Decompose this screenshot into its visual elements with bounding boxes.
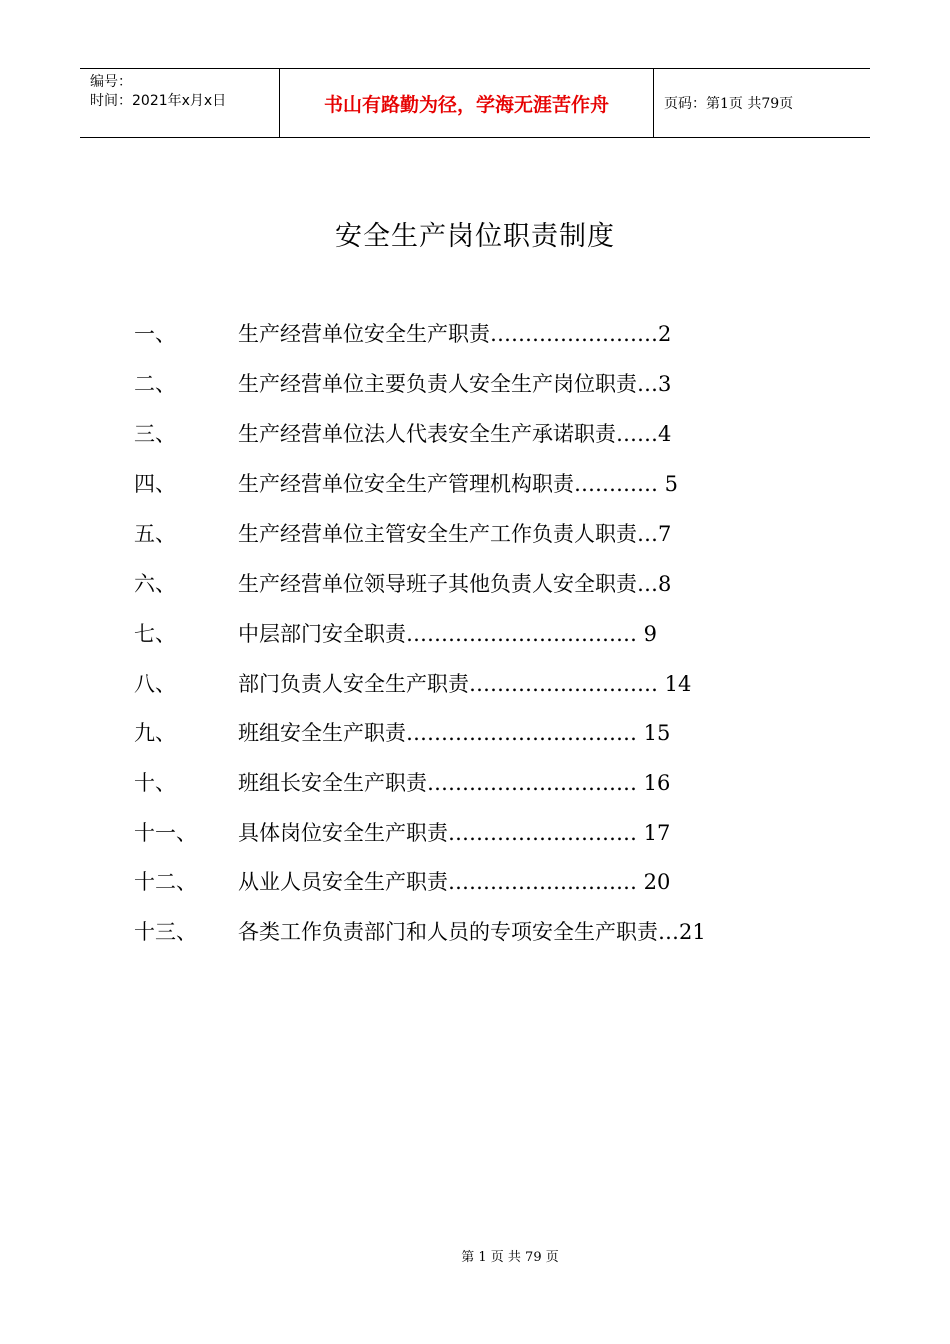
toc-item	[0, 914, 950, 950]
toc-item	[0, 416, 950, 452]
toc-item	[0, 616, 950, 652]
toc-item	[0, 466, 950, 502]
page-footer: 第 1 页 共 79 页	[461, 1250, 559, 1265]
toc-item-number: 九、	[134, 721, 176, 745]
toc-item-text: 各类工作负责部门和人员的专项安全生产职责…21	[238, 920, 706, 944]
document-title: 安全生产岗位职责制度	[335, 221, 615, 252]
header-page-info: 页码：第1页 共79页	[664, 96, 794, 112]
toc-item	[0, 316, 950, 352]
toc-item-number: 六、	[134, 572, 176, 596]
toc-item-text: 生产经营单位领导班子其他负责人安全职责…8	[238, 572, 672, 596]
toc-item	[0, 765, 950, 801]
toc-item-text: 生产经营单位主管安全生产工作负责人职责…7	[238, 522, 672, 546]
toc-item-number: 七、	[134, 622, 176, 646]
toc-item	[0, 864, 950, 900]
toc-item-number: 八、	[134, 672, 176, 696]
toc-item	[0, 366, 950, 402]
toc-item-number: 十三、	[134, 920, 197, 944]
toc-item-text: 中层部门安全职责…………………………… 9	[238, 622, 658, 646]
document-time-label: 时间：2021年x月x日	[90, 93, 227, 109]
toc-item-number: 一、	[134, 322, 176, 346]
toc-item-text: 生产经营单位法人代表安全生产承诺职责……4	[238, 422, 672, 446]
toc-item-text: 班组长安全生产职责………………………… 16	[238, 771, 671, 795]
toc-item	[0, 815, 950, 851]
toc-item	[0, 666, 950, 702]
toc-item-number: 四、	[134, 472, 176, 496]
toc-item-number: 二、	[134, 372, 176, 396]
toc-item-text: 班组安全生产职责…………………………… 15	[238, 721, 671, 745]
toc-item	[0, 516, 950, 552]
toc-item-number: 三、	[134, 422, 176, 446]
toc-item-number: 十一、	[134, 821, 197, 845]
toc-item	[0, 566, 950, 602]
toc-item	[0, 715, 950, 751]
header-meta	[80, 69, 280, 137]
toc-item-text: 生产经营单位安全生产管理机构职责………… 5	[238, 472, 679, 496]
header-motto: 书山有路勤为径，学海无涯苦作舟	[280, 69, 654, 137]
toc-item-number: 十二、	[134, 870, 197, 894]
toc-item-text: 部门负责人安全生产职责……………………… 14	[238, 672, 692, 696]
toc-item-number: 五、	[134, 522, 176, 546]
document-number-label: 编号：	[90, 74, 132, 90]
toc-item-text: 生产经营单位安全生产职责……………………2	[238, 322, 672, 346]
toc-item-number: 十、	[134, 771, 176, 795]
toc-item-text: 从业人员安全生产职责……………………… 20	[238, 870, 671, 894]
page-header	[80, 68, 870, 138]
toc-item-text: 生产经营单位主要负责人安全生产岗位职责…3	[238, 372, 672, 396]
toc-item-text: 具体岗位安全生产职责……………………… 17	[238, 821, 671, 845]
